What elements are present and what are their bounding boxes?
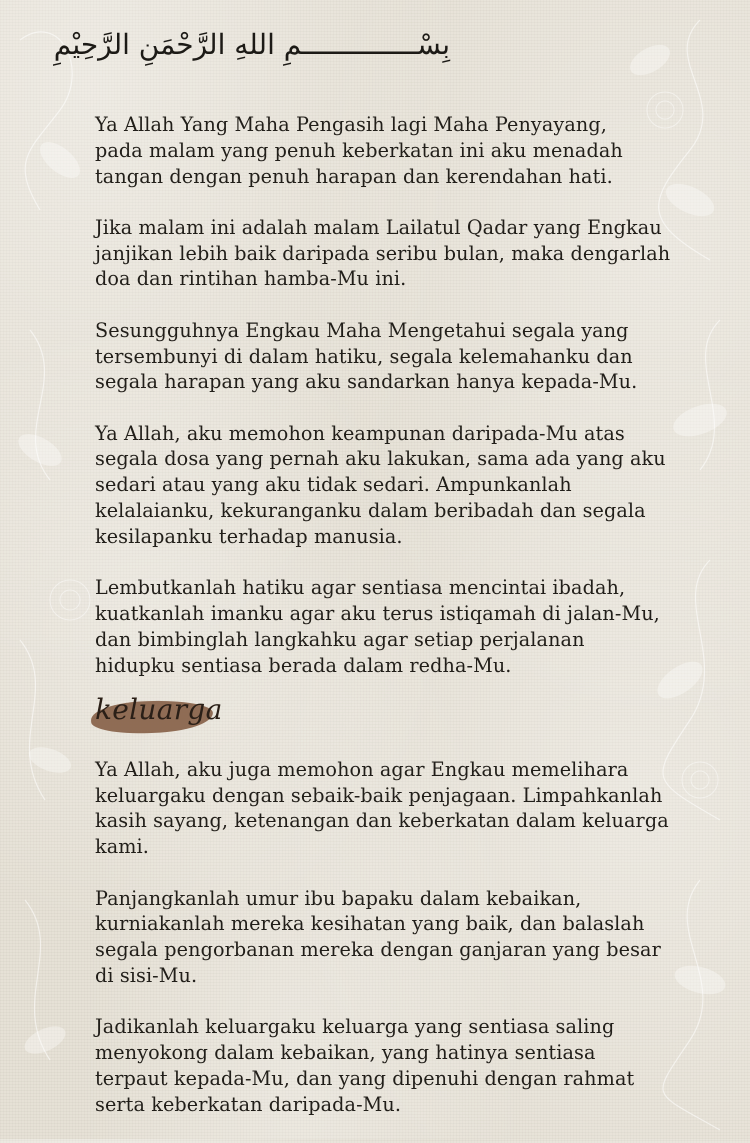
- paragraph-line: hidupku sentiasa berada dalam redha-Mu.: [95, 653, 512, 677]
- paragraph-line: Jadikanlah keluargaku keluarga yang sentiasa saling: [95, 1015, 615, 1039]
- bottom-paragraphs: [95, 757, 725, 1118]
- paragraph-line: Ya Allah Yang Maha Pengasih lagi Maha Penyayang,: [95, 113, 607, 136]
- prayer-paragraph: [95, 757, 725, 860]
- top-paragraphs: [95, 112, 725, 678]
- paragraph-line: menyokong dalam kebaikan, yang hatinya sentiasa: [95, 1041, 596, 1065]
- paragraph-line: sedari atau yang aku tidak sedari. Ampunkanlah: [95, 473, 572, 497]
- paragraph-line: Ya Allah, aku memohon keampunan daripada-Mu atas: [95, 421, 625, 445]
- paragraph-line: Panjangkanlah umur ibu bapaku dalam kebaikan,: [95, 886, 582, 910]
- prayer-paragraph: [95, 112, 725, 189]
- paragraph-line: doa dan rintihan hamba-Mu ini.: [95, 267, 407, 291]
- paragraph-line: segala harapan yang aku sandarkan hanya kepada-Mu.: [95, 370, 638, 394]
- paragraph-line: pada malam yang penuh keberkatan ini aku menadah: [95, 138, 623, 162]
- paragraph-line: segala pengorbanan mereka dengan ganjaran yang besar: [95, 938, 661, 962]
- paragraph-line: kasih sayang, ketenangan dan keberkatan dalam keluarga: [95, 809, 669, 833]
- paragraph-line: kuatkanlah imanku agar aku terus istiqamah di jalan-Mu,: [95, 601, 660, 625]
- section-heading-text: keluarga: [95, 692, 223, 726]
- paragraph-line: kelalaianku, kekuranganku dalam beribadah dan segala: [95, 499, 646, 523]
- paragraph-line: serta keberkatan daripada-Mu.: [95, 1092, 402, 1116]
- prayer-paragraph: [95, 1014, 725, 1117]
- prayer-paragraph: [95, 318, 725, 395]
- paragraph-line: Ya Allah, aku juga memohon agar Engkau memelihara: [95, 757, 629, 781]
- paragraph-line: tangan dengan penuh harapan dan kerendahan hati.: [95, 164, 613, 188]
- prayer-paragraph: [95, 575, 725, 678]
- paragraph-line: segala dosa yang pernah aku lakukan, sama ada yang aku: [95, 447, 666, 471]
- prayer-paragraph: [95, 886, 725, 989]
- paragraph-line: kesilapanku terhadap manusia.: [95, 524, 403, 548]
- paragraph-line: terpaut kepada-Mu, dan yang dipenuhi dengan rahmat: [95, 1066, 635, 1090]
- prayer-paragraph: [95, 421, 725, 550]
- paragraph-line: keluargaku dengan sebaik-baik penjagaan. Limpahkanlah: [95, 783, 663, 807]
- paragraph-line: Lembutkanlah hatiku agar sentiasa mencintai ibadah,: [95, 576, 626, 600]
- basmalah-heading: بِسْــــــــــــــمِ اللهِ الرَّحْمَنِ الرَّحِيْمِ: [53, 28, 450, 61]
- paragraph-line: di sisi-Mu.: [95, 963, 198, 987]
- paragraph-line: janjikan lebih baik daripada seribu bulan, maka dengarlah: [95, 241, 671, 265]
- paragraph-line: tersembunyi di dalam hatiku, segala kelemahanku dan: [95, 344, 633, 368]
- paragraph-line: kami.: [95, 835, 149, 859]
- paragraph-line: kurniakanlah mereka kesihatan yang baik, dan balaslah: [95, 912, 645, 936]
- prayer-text-body: [95, 112, 725, 1143]
- section-heading-keluarga: [95, 692, 725, 745]
- prayer-paragraph: [95, 215, 725, 292]
- paragraph-line: dan bimbinglah langkahku agar setiap perjalanan: [95, 627, 585, 651]
- paragraph-line: Sesungguhnya Engkau Maha Mengetahui segala yang: [95, 318, 629, 342]
- paragraph-line: Jika malam ini adalah malam Lailatul Qadar yang Engkau: [95, 215, 662, 239]
